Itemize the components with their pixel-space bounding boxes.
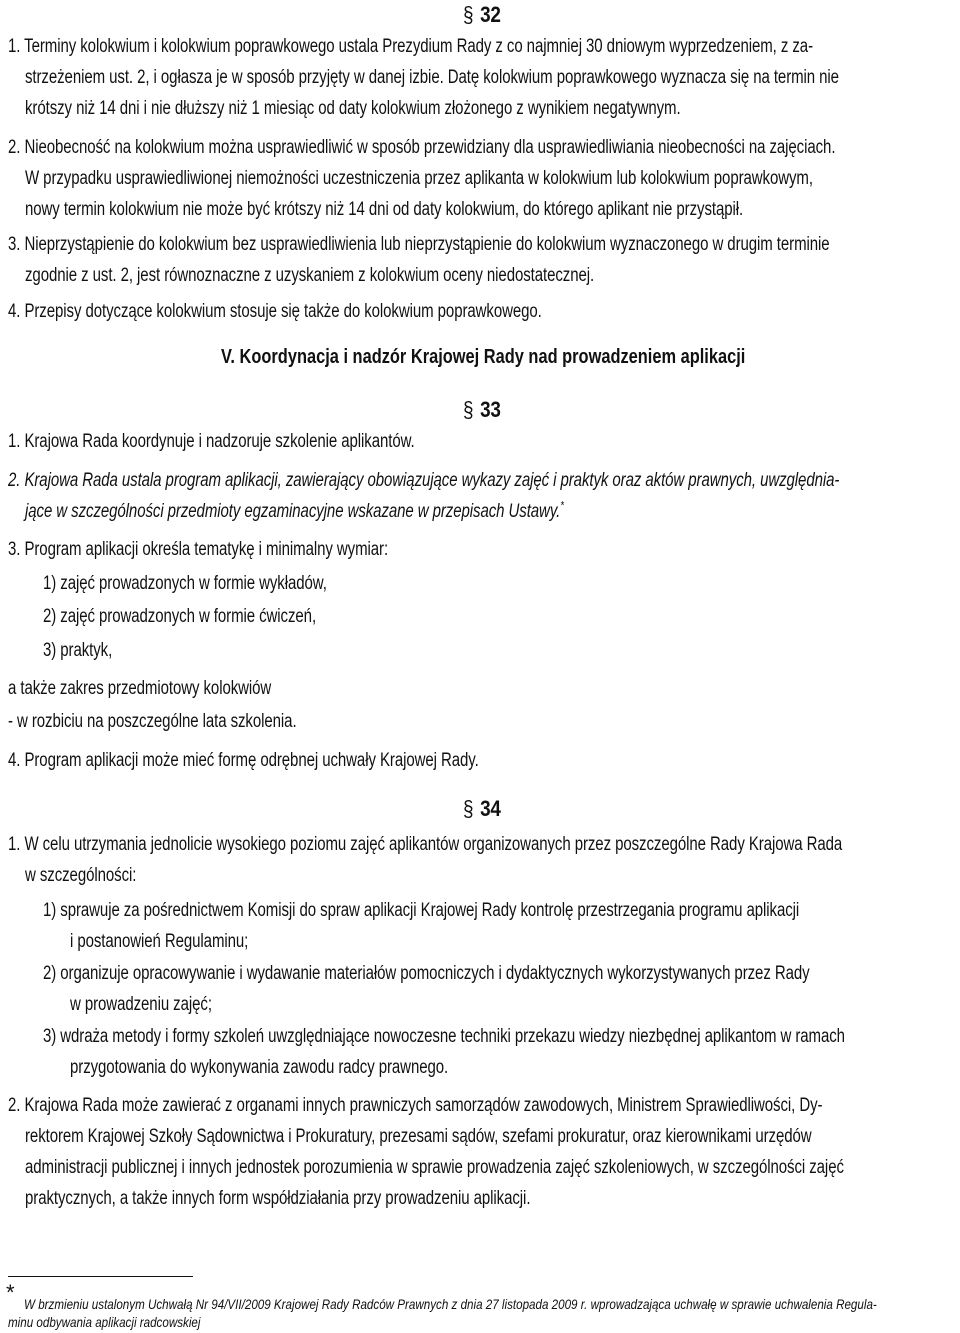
s34-p2-line2: rektorem Krajowej Szkoły Sądownictwa i Prokuratury, prezesami sądów, szefami prokuratur, oraz kierownikami urzędów <box>25 1126 812 1147</box>
section-sign: § <box>463 397 474 422</box>
section-sign: § <box>463 796 474 821</box>
section-number: 32 <box>480 2 501 27</box>
section-sign: § <box>463 2 474 27</box>
s33-item-2: 2) zajęć prowadzonych w formie ćwiczeń, <box>43 606 317 627</box>
s32-p2-line2: W przypadku usprawiedliwionej niemożności uczestniczenia przez aplikanta w kolokwium lub kolokwium poprawkowym, <box>25 168 813 189</box>
s32-p1-line2: strzeżeniem ust. 2, i ogłasza je w sposób przyjęty w danej izbie. Datę kolokwium poprawkowego wyznacza się na termin nie <box>25 67 839 88</box>
footnote-divider <box>8 1276 193 1277</box>
section-number: 33 <box>480 397 501 422</box>
s32-p3-line2: zgodnie z ust. 2, jest równoznaczne z uzyskaniem z kolokwium oceny niedostatecznej. <box>25 265 595 286</box>
s33-p2-line2-text: jące w szczególności przedmioty egzaminacyjne wskazane w przepisach Ustawy. <box>25 501 561 522</box>
s34-p1-line2: w szczególności: <box>25 865 137 886</box>
chapter-heading: V. Koordynacja i nadzór Krajowej Rady nad prowadzeniem aplikacji <box>221 346 746 368</box>
s34-item-1-line2: i postanowień Regulaminu; <box>70 931 249 952</box>
footnote-reference: * <box>560 498 564 513</box>
s34-item-1-line1: 1) sprawuje za pośrednictwem Komisji do spraw aplikacji Krajowej Rady kontrolę przestrzegania programu aplikacji <box>43 900 800 921</box>
s34-item-2-line1: 2) organizuje opracowywanie i wydawanie materiałów pomocniczych i dydaktycznych wykorzystywanych przez Rady <box>43 963 810 984</box>
s32-p2-line3: nowy termin kolokwium nie może być krótszy niż 14 dni od daty kolokwium, do którego aplikant nie przystąpił. <box>25 199 744 220</box>
section-number: 34 <box>480 796 501 821</box>
s33-after-1: a także zakres przedmiotowy kolokwiów <box>8 678 272 699</box>
s32-p2-line1: 2. Nieobecność na kolokwium można usprawiedliwić w sposób przewidziany dla usprawiedliwiania nieobecności na zajęciach. <box>8 137 836 158</box>
s33-p2-line2 <box>25 500 564 524</box>
s33-p2-line1: 2. Krajowa Rada ustala program aplikacji, zawierający obowiązujące wykazy zajęć i praktyk oraz aktów prawnych, uwzględnia- <box>8 470 840 491</box>
s32-p3-line1: 3. Nieprzystąpienie do kolokwium bez usprawiedliwienia lub nieprzystąpienie do kolokwium wyznaczonego w drugim terminie <box>8 234 830 255</box>
s32-p1-line1: 1. Terminy kolokwium i kolokwium poprawkowego ustala Prezydium Rady z co najmniej 30 dniowym wyprzedzeniem, z za- <box>8 36 814 57</box>
s34-p2-line1: 2. Krajowa Rada może zawierać z organami innych prawniczych samorządów zawodowych, Ministrem Sprawiedliwości, Dy- <box>8 1095 823 1116</box>
footnote-mark: * <box>6 1280 15 1305</box>
s33-p1: 1. Krajowa Rada koordynuje i nadzoruje szkolenie aplikantów. <box>8 431 415 452</box>
s33-item-3: 3) praktyk, <box>43 640 113 661</box>
s34-p1-line1: 1. W celu utrzymania jednolicie wysokiego poziomu zajęć aplikantów organizowanych przez poszczególne Rady Krajowa Rada <box>8 834 843 855</box>
s33-p3: 3. Program aplikacji określa tematykę i minimalny wymiar: <box>8 539 389 560</box>
s34-item-3-line1: 3) wdraża metody i formy szkoleń uwzględniające nowoczesne techniki przekazu wiedzy niezbędnej aplikantom w ramach <box>43 1026 845 1047</box>
s33-item-1: 1) zajęć prowadzonych w formie wykładów, <box>43 573 327 594</box>
s32-p1-line3: krótszy niż 14 dni i nie dłuższy niż 1 miesiąc od daty kolokwium złożonego z wynikiem negatywnym. <box>25 98 681 119</box>
footnote-line-1: W brzmieniu ustalonym Uchwałą Nr 94/VII/2009 Krajowej Rady Radców Prawnych z dnia 27 listopada 2009 r. wprowadzająca uchwałę w sprawie uchwalenia Regula- <box>24 1296 877 1312</box>
s34-p2-line4: praktycznych, a także innych form współdziałania przy prowadzeniu aplikacji. <box>25 1188 531 1209</box>
s33-p4: 4. Program aplikacji może mieć formę odrębnej uchwały Krajowej Rady. <box>8 750 479 771</box>
section-33-heading <box>463 397 501 423</box>
s34-item-3-line2: przygotowania do wykonywania zawodu radcy prawnego. <box>70 1057 449 1078</box>
footnote-line-2: minu odbywania aplikacji radcowskiej <box>8 1314 201 1330</box>
s32-p4: 4. Przepisy dotyczące kolokwium stosuje się także do kolokwium poprawkowego. <box>8 301 542 322</box>
s33-after-2: - w rozbiciu na poszczególne lata szkolenia. <box>8 711 297 732</box>
section-34-heading <box>463 796 501 822</box>
s34-p2-line3: administracji publicznej i innych jednostek porozumienia w sprawie prowadzenia zajęć szkoleniowych, w szczególności zajęć <box>25 1157 844 1178</box>
s34-item-2-line2: w prowadzeniu zajęć; <box>70 994 212 1015</box>
section-32-heading <box>463 2 501 28</box>
